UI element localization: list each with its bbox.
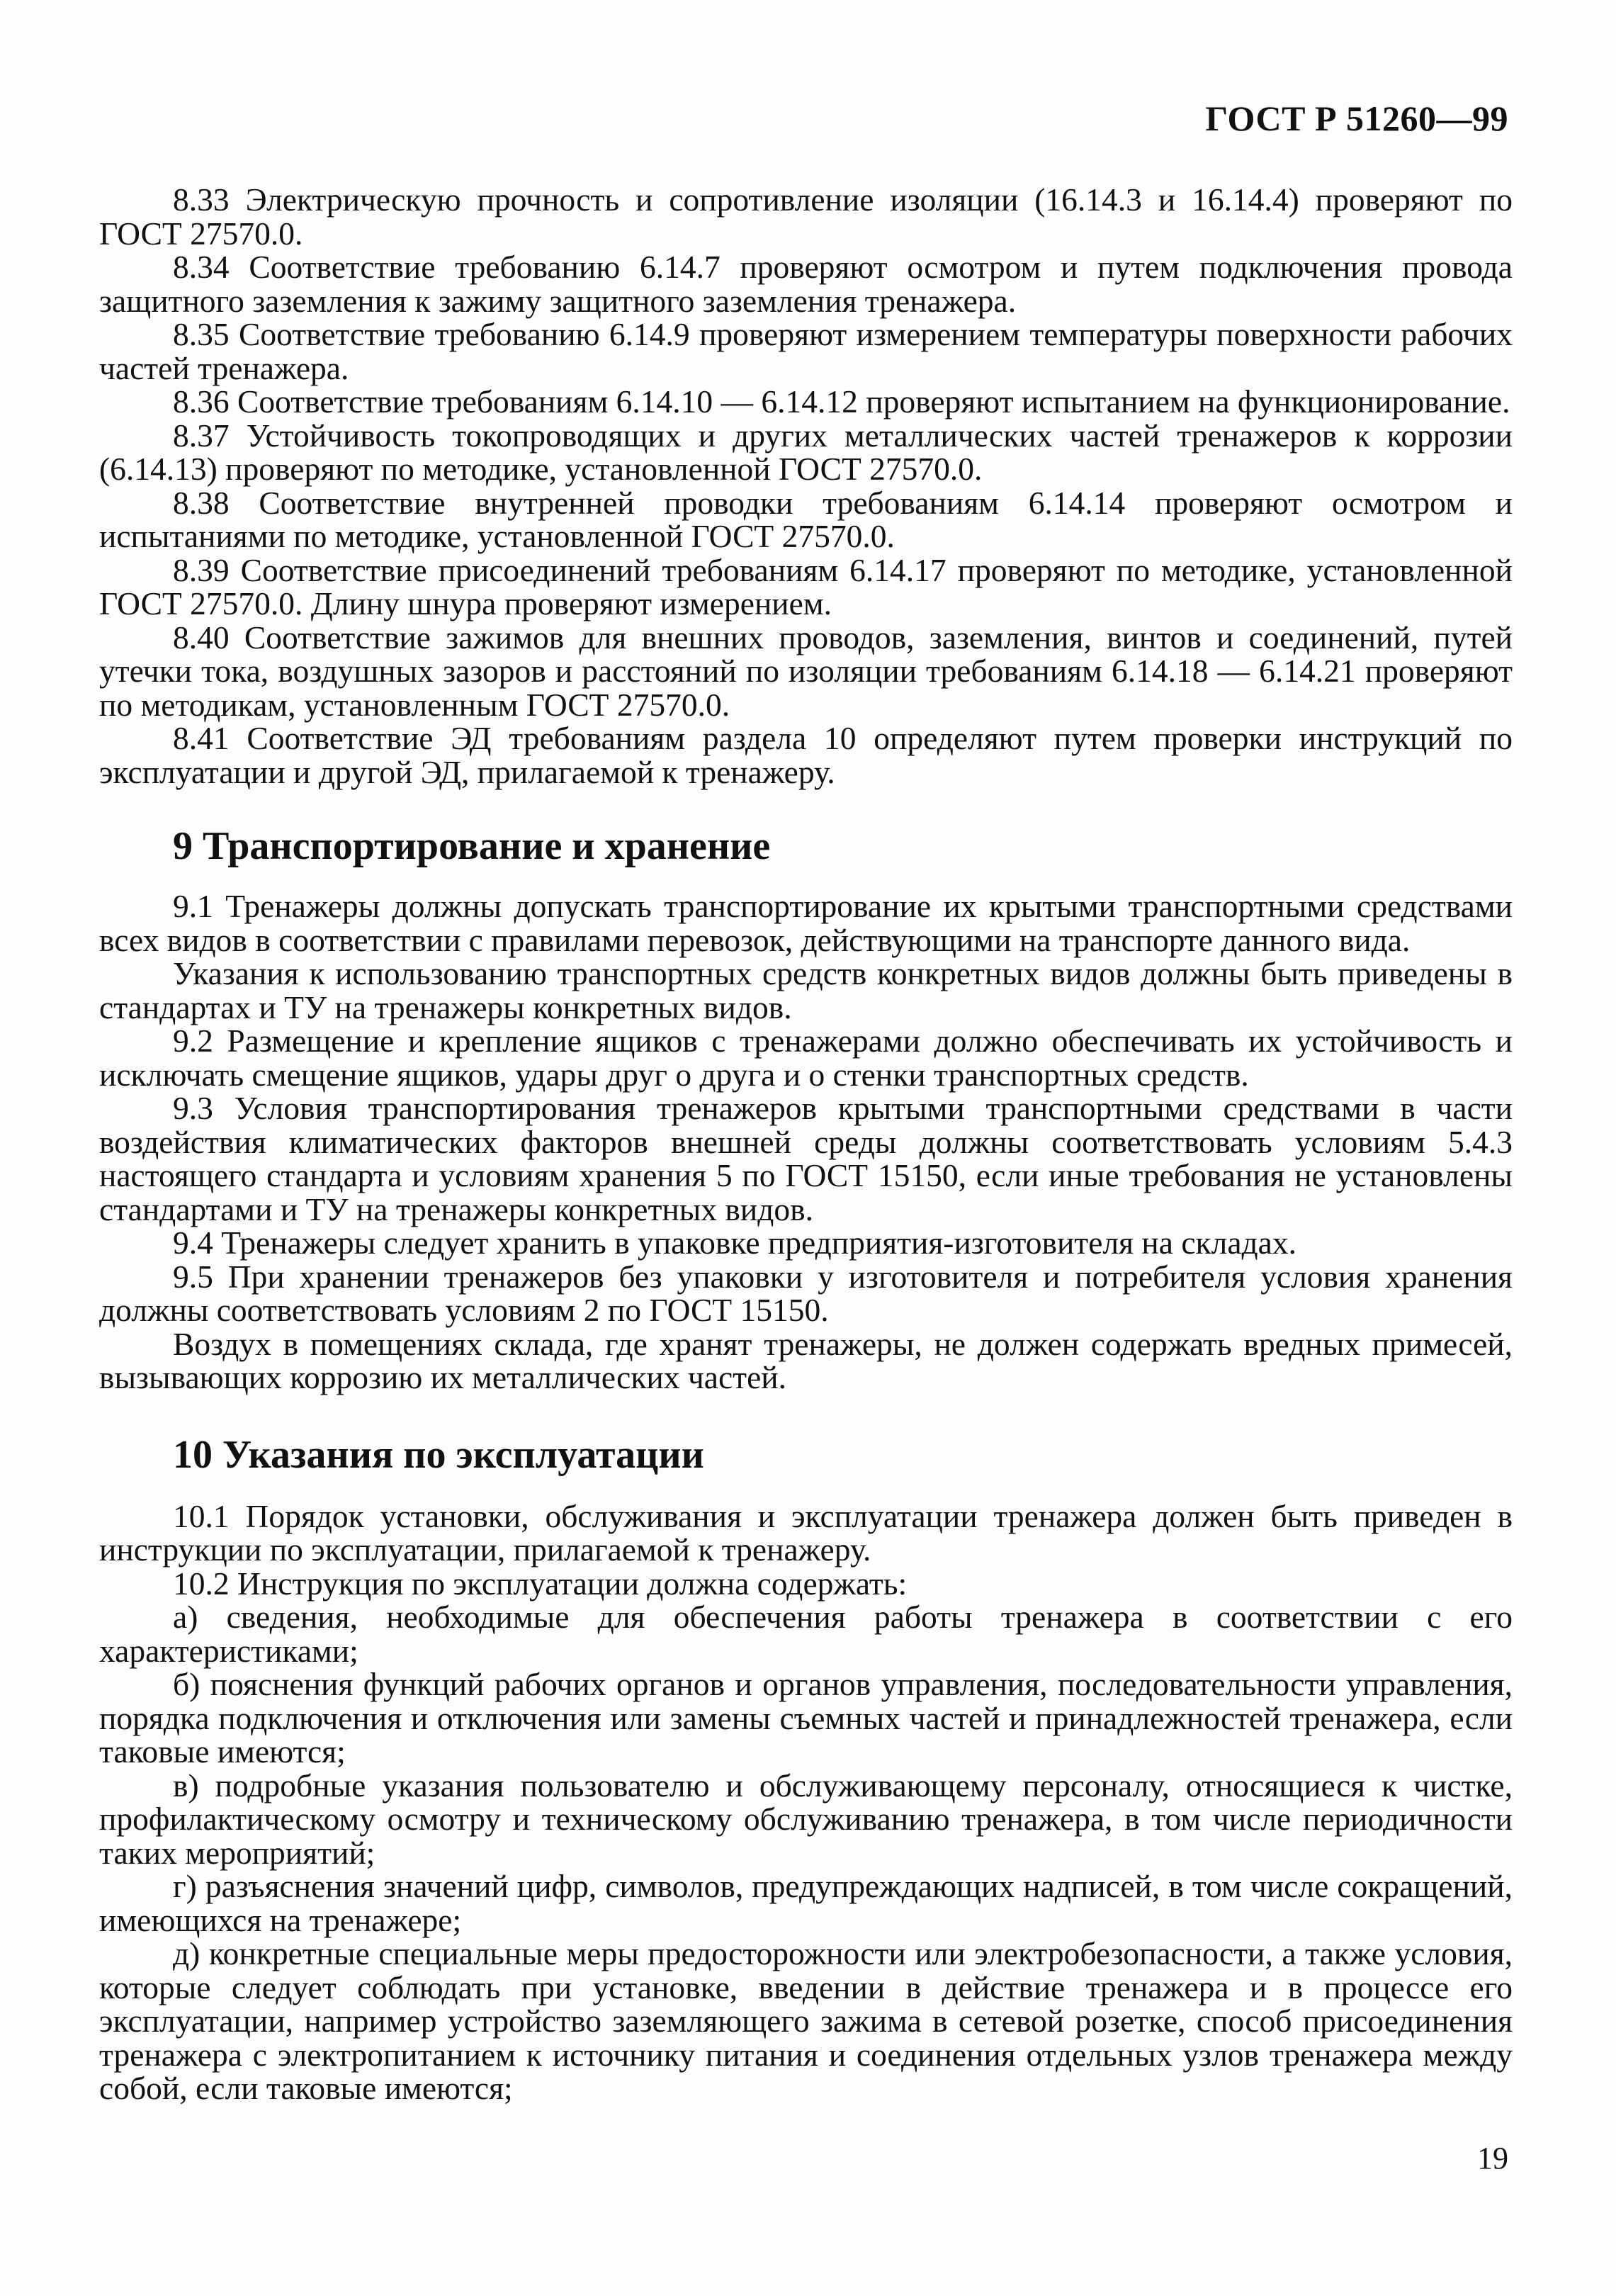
clause-9-5-note: Воздух в помещениях склада, где хранят тренажеры, не должен содержать вредных примесей, вызывающих коррозию их металлических частей. [99,1325,1513,1395]
clause-10-1: 10.1 Порядок установки, обслуживания и эксплуатации тренажера должен быть приведен в инструкции по эксплуатации, прилагаемой к тренажеру. [99,1497,1513,1568]
page-number: 19 [1477,2141,1508,2176]
list-item-d: д) конкретные специальные меры предосторожности или электробезопасности, а также условия, которые следует соблюдать при установке, введении в действие тренажера и в процессе его эксплуатации, например устройство заземляющего зажима в сетевой розетке, способ присоединения тренажера с электропитанием к источнику питания и соединения отдельных узлов тренажера между собой, если таковые имеются; [99,1935,1513,2106]
clause-8-33: 8.33 Электрическую прочность и сопротивление изоляции (16.14.3 и 16.14.4) проверяют по ГОСТ 27570.0. [99,181,1513,252]
clause-9-2: 9.2 Размещение и крепление ящиков с тренажерами должно обеспечивать их устойчивость и исключать смещение ящиков, удары друг о друга и о стенки транспортных средств. [99,1023,1513,1093]
document-code-header: ГОСТ Р 51260—99 [1205,99,1508,138]
clause-9-5: 9.5 При хранении тренажеров без упаковки у изготовителя и потребителя условия хранения должны соответствовать условиям 2 по ГОСТ 15150. [99,1258,1513,1328]
clause-8-37: 8.37 Устойчивость токопроводящих и других металлических частей тренажеров к коррозии (6.14.13) проверяют по методике, установленной ГОСТ 27570.0. [99,417,1513,487]
clause-8-34: 8.34 Соответствие требованию 6.14.7 проверяют осмотром и путем подключения провода защитного заземления к зажиму защитного заземления тренажера. [99,249,1513,319]
clause-9-3: 9.3 Условия транспортирования тренажеров крытыми транспортными средствами в части воздействия климатических факторов внешней среды должны соответствовать условиям 5.4.3 настоящего стандарта и условиям хранения 5 по ГОСТ 15150, если иные требования не установлены стандартами и ТУ на тренажеры конкретных видов. [99,1090,1513,1227]
list-item-g: г) разъяснения значений цифр, символов, предупреждающих надписей, в том числе сокращений, имеющихся на тренажере; [99,1868,1513,1938]
list-item-a: а) сведения, необходимые для обеспечения работы тренажера в соответствии с его характеристиками; [99,1599,1513,1669]
list-item-b: б) пояснения функций рабочих органов и органов управления, последовательности управления, порядка подключения и отключения или замены съемных частей и принадлежностей тренажера, если таковые имеются; [99,1666,1513,1769]
clause-8-36: 8.36 Соответствие требованиям 6.14.10 — 6.14.12 проверяют испытанием на функционирование. [173,383,1510,420]
clause-9-1-note: Указания к использованию транспортных средств конкретных видов должны быть приведены в стандартах и ТУ на тренажеры конкретных видов. [99,955,1513,1025]
section-9-heading: 9 Транспортирование и хранение [173,824,771,868]
clause-8-41: 8.41 Соответствие ЭД требованиям раздела 10 определяют путем проверки инструкций по эксплуатации и другой ЭД, прилагаемой к тренажеру. [99,720,1513,790]
section-10-heading: 10 Указания по эксплуатации [173,1432,704,1477]
clause-8-38: 8.38 Соответствие внутренней проводки требованиям 6.14.14 проверяют осмотром и испытаниями по методике, установленной ГОСТ 27570.0. [99,484,1513,554]
clause-9-1: 9.1 Тренажеры должны допускать транспортирование их крытыми транспортными средствами всех видов в соответствии с правилами перевозок, действующими на транспорте данного вида. [99,888,1513,958]
clause-10-2: 10.2 Инструкция по эксплуатации должна содержать: [173,1565,908,1602]
clause-9-4: 9.4 Тренажеры следует хранить в упаковке предприятия-изготовителя на складах. [173,1225,1296,1261]
list-item-v: в) подробные указания пользователю и обслуживающему персоналу, относящиеся к чистке, профилактическому осмотру и техническому обслуживанию тренажера, в том числе периодичности таких мероприятий; [99,1767,1513,1871]
clause-8-35: 8.35 Соответствие требованию 6.14.9 проверяют измерением температуры поверхности рабочих частей тренажера. [99,316,1513,386]
clause-8-40: 8.40 Соответствие зажимов для внешних проводов, заземления, винтов и соединений, путей утечки тока, воздушных зазоров и расстояний по изоляции требованиям 6.14.18 — 6.14.21 проверяют по методикам, установленным ГОСТ 27570.0. [99,619,1513,723]
page-body [99,183,1513,2105]
clause-8-39: 8.39 Соответствие присоединений требованиям 6.14.17 проверяют по методике, установленной ГОСТ 27570.0. Длину шнура проверяют измерением. [99,551,1513,621]
